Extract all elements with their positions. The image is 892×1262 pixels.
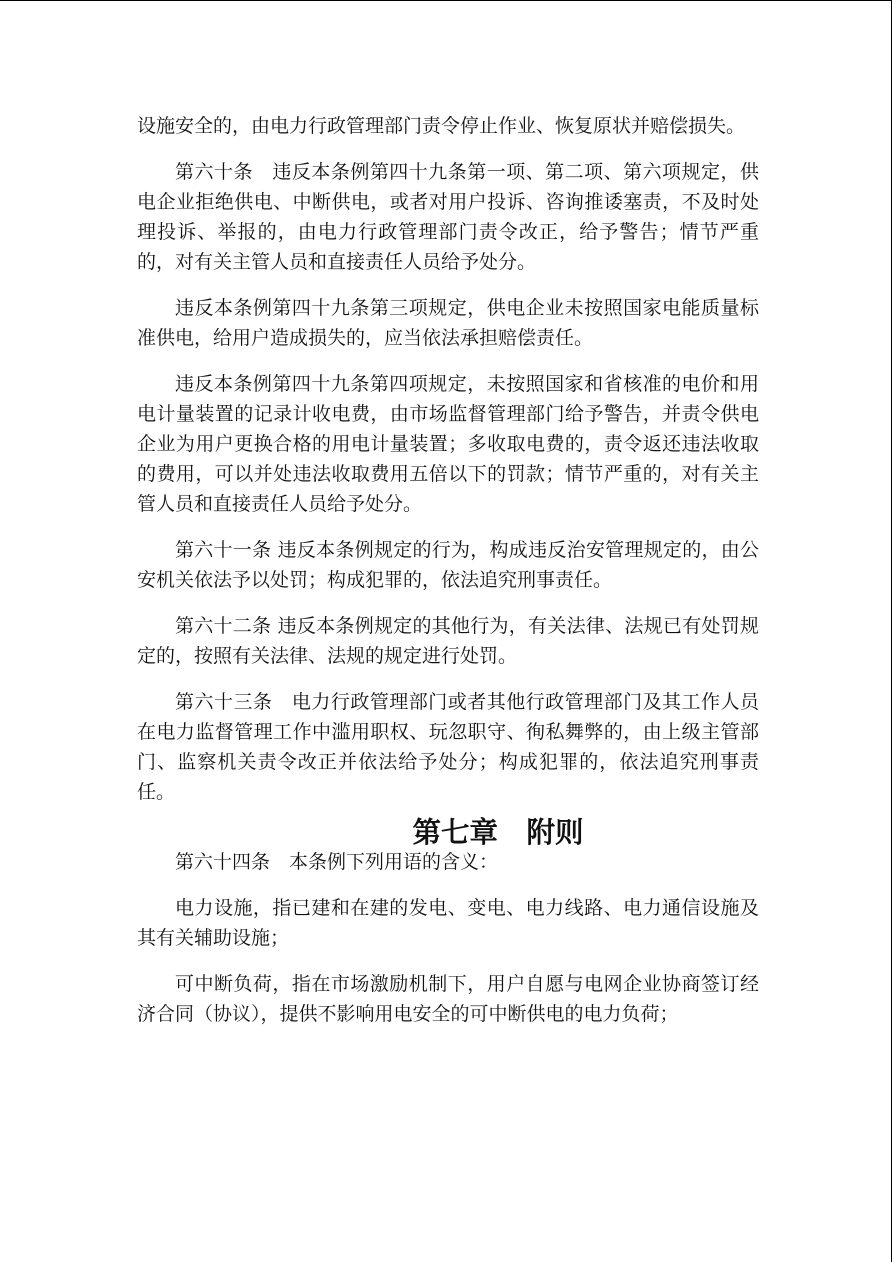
paragraph-article-60-item-3: 违反本条例第四十九条第三项规定，供电企业未按照国家电能质量标准供电，给用户造成损失的，应当依法承担赔偿责任。	[137, 297, 759, 349]
paragraph-article-62: 第六十二条 违反本条例规定的其他行为，有关法律、法规已有处罚规定的，按照有关法律、法规的规定进行处罚。	[137, 615, 759, 667]
paragraph-article-60-item-4: 违反本条例第四十九条第四项规定，未按照国家和省核准的电价和用电计量装置的记录计收电费，由市场监督管理部门给予警告，并责令供电企业为用户更换合格的用电计量装置；多收取电费的，责令返还违法收取的费用，可以并处违法收取费用五倍以下的罚款；情节严重的，对有关主管人员和直接责任人员给予处分。	[137, 373, 759, 515]
paragraph-article-64: 第六十四条 本条例下列用语的含义：	[175, 851, 499, 873]
paragraph-continuation: 设施安全的，由电力行政管理部门责令停止作业、恢复原状并赔偿损失。	[137, 115, 746, 137]
paragraph-article-63: 第六十三条 电力行政管理部门或者其他行政管理部门及其工作人员在电力监督管理工作中滥用职权、玩忽职守、徇私舞弊的，由上级主管部门、监察机关责令改正并依法给予处分；构成犯罪的，依法追究刑事责任。	[137, 691, 759, 803]
paragraph-definition-power-facilities: 电力设施，指已建和在建的发电、变电、电力线路、电力通信设施及其有关辅助设施；	[137, 897, 759, 949]
paragraph-definition-interruptible-load: 可中断负荷，指在市场激励机制下，用户自愿与电网企业协商签订经济合同（协议），提供不影响用电安全的可中断供电的电力负荷；	[137, 973, 759, 1025]
paragraph-article-61: 第六十一条 违反本条例规定的行为，构成违反治安管理规定的，由公安机关依法予以处罚；构成犯罪的，依法追究刑事责任。	[137, 539, 759, 591]
document-body	[137, 111, 759, 1045]
chapter-heading: 第七章 附则	[412, 815, 584, 849]
paragraph-article-60: 第六十条 违反本条例第四十九条第一项、第二项、第六项规定，供电企业拒绝供电、中断供电，或者对用户投诉、咨询推诿塞责，不及时处理投诉、举报的，由电力行政管理部门责令改正，给予警告；情节严重的，对有关主管人员和直接责任人员给予处分。	[137, 161, 759, 273]
